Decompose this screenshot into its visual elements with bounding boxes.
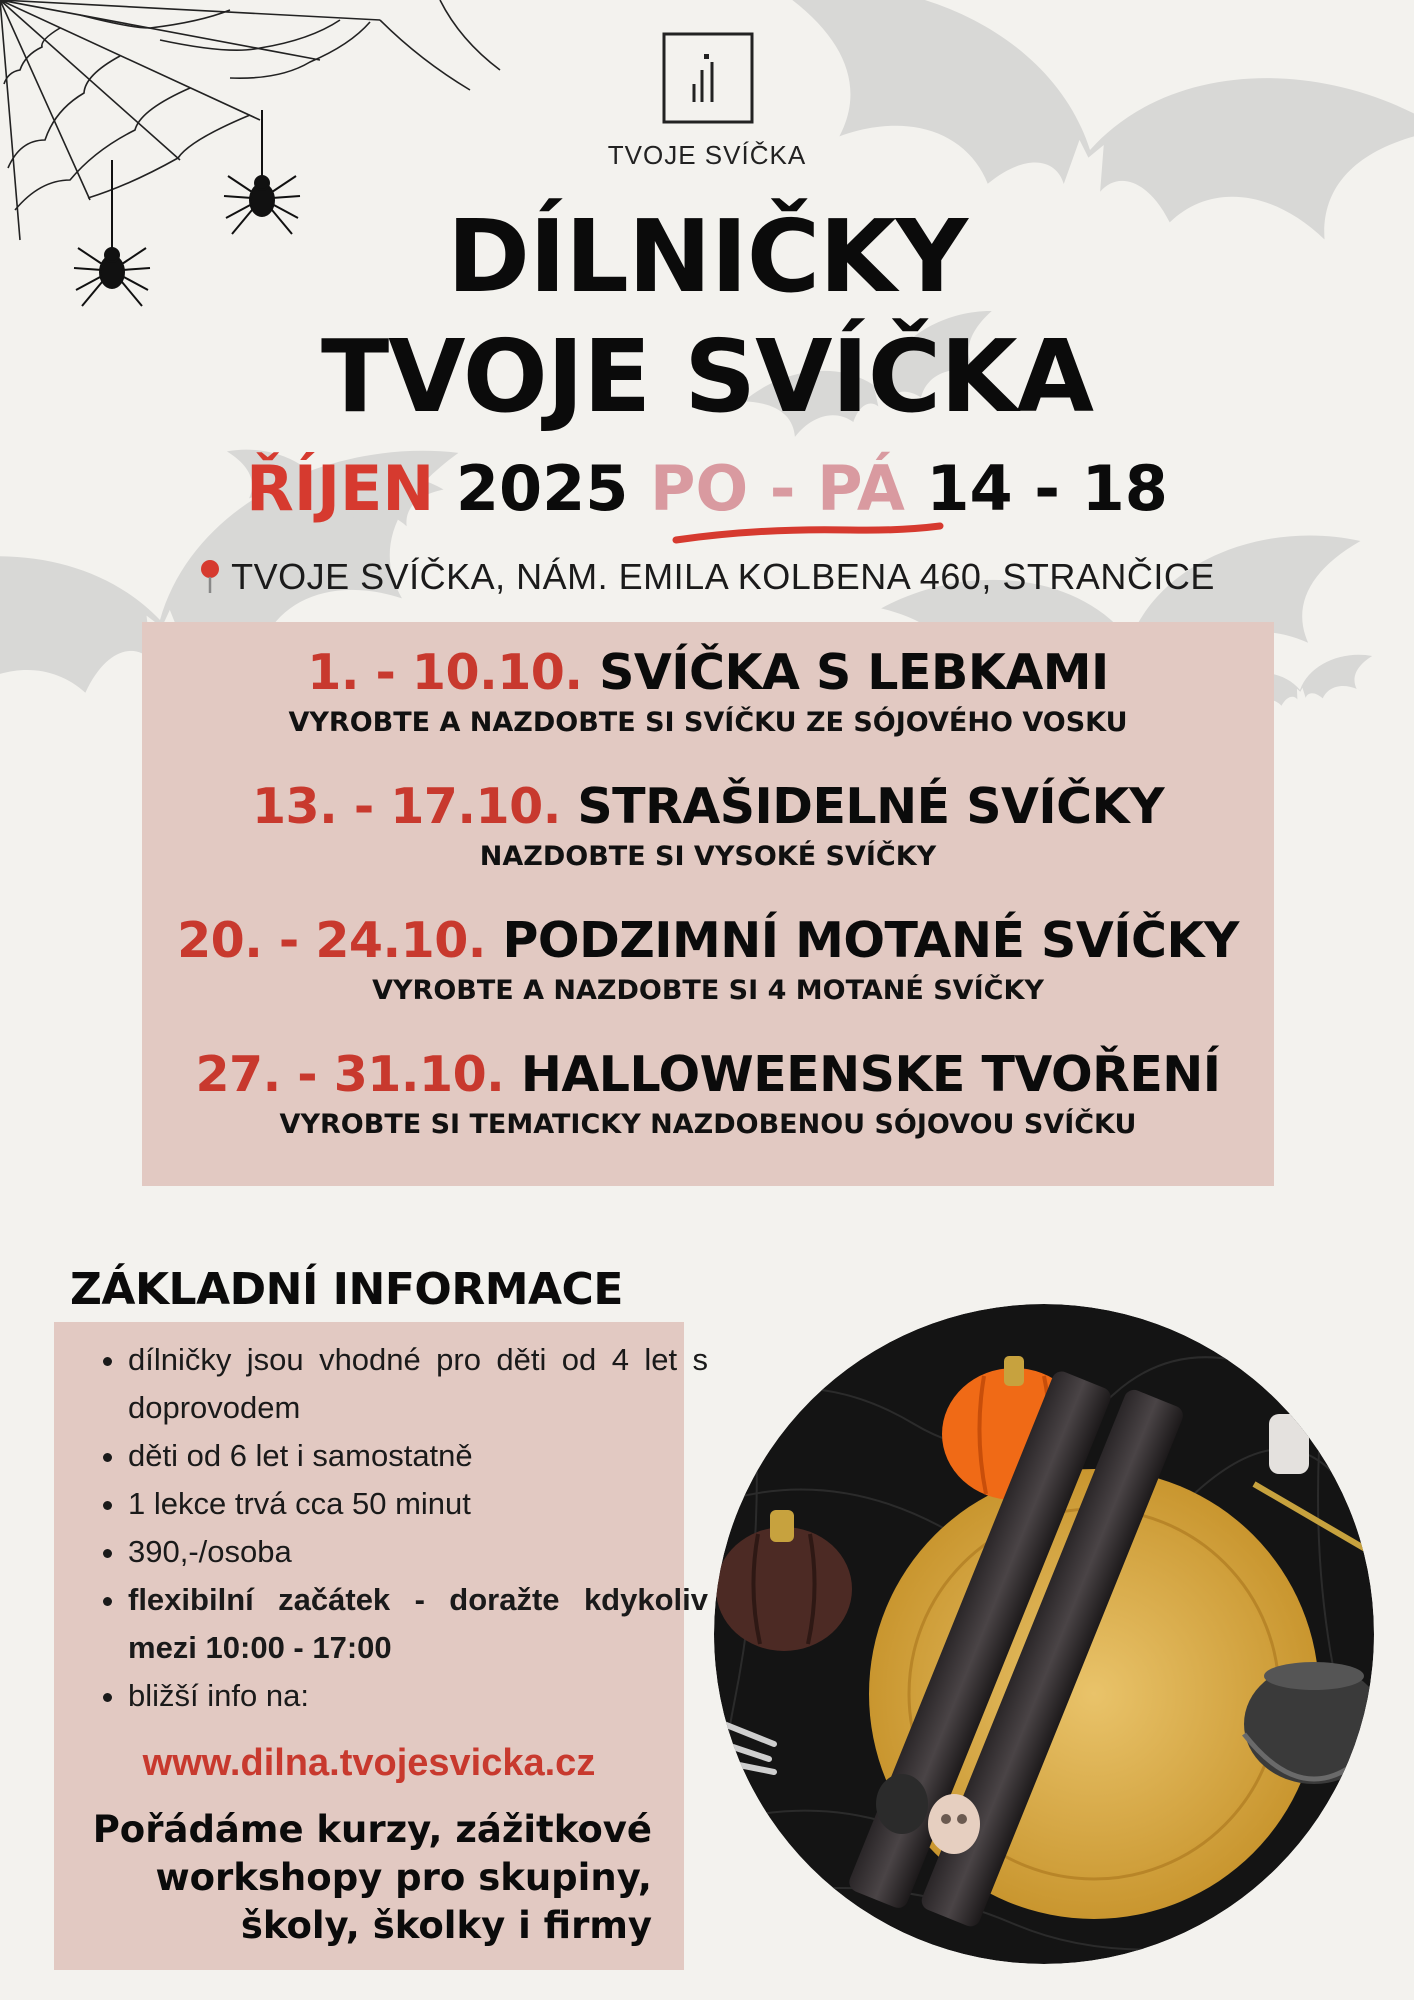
address-text: TVOJE SVÍČKA, NÁM. EMILA KOLBENA 460, STRANČICE	[231, 556, 1215, 597]
page-title-line1: DÍLNIČKY	[446, 198, 968, 315]
dates-line	[0, 452, 1414, 525]
schedule-item	[142, 778, 1274, 872]
schedule-name: STRAŠIDELNÉ SVÍČKY	[577, 778, 1165, 835]
schedule-desc: VYROBTE A NAZDOBTE SI 4 MOTANÉ SVÍČKY	[372, 975, 1044, 1006]
brush-underline	[676, 526, 940, 540]
schedule-date: 13. - 17.10.	[251, 778, 561, 835]
schedule-item	[142, 912, 1274, 1006]
month-label: ŘÍJEN	[246, 452, 435, 525]
schedule-name: HALLOWEENSKE TVOŘENÍ	[520, 1046, 1221, 1103]
info-list	[94, 1336, 708, 1720]
schedule-panel	[142, 622, 1274, 1186]
candles-photo	[714, 1304, 1374, 1964]
promo-text: Pořádáme kurzy, zážitkové workshopy pro skupiny, školy, školky i firmy	[92, 1808, 652, 1947]
info-item: • děti od 6 let i samostatně	[128, 1432, 708, 1480]
schedule-desc: VYROBTE SI TEMATICKY NAZDOBENOU SÓJOVOU SVÍČKU	[279, 1109, 1137, 1140]
schedule-item	[142, 1046, 1274, 1140]
schedule-date: 20. - 24.10.	[177, 912, 486, 969]
year-label: 2025	[455, 452, 629, 525]
schedule-date: 27. - 31.10.	[195, 1046, 505, 1103]
page-title-line2: TVOJE SVÍČKA	[320, 318, 1094, 435]
location-pin-icon	[199, 559, 221, 595]
candle-logo-icon	[662, 32, 754, 124]
info-heading: ZÁKLADNÍ INFORMACE	[70, 1264, 623, 1315]
schedule-date: 1. - 10.10.	[307, 644, 583, 701]
address	[0, 556, 1414, 598]
schedule-desc: VYROBTE A NAZDOBTE SI SVÍČKU ZE SÓJOVÉHO VOSKU	[288, 707, 1128, 738]
schedule-name: SVÍČKA S LEBKAMI	[599, 644, 1109, 701]
hours-label: 14 - 18	[926, 452, 1168, 525]
days-label: PO - PÁ	[650, 452, 905, 525]
info-item: • bližší info na:	[128, 1672, 708, 1720]
schedule-desc: NAZDOBTE SI VYSOKÉ SVÍČKY	[479, 841, 937, 872]
brand-name: TVOJE SVÍČKA	[607, 140, 807, 170]
info-item: • 1 lekce trvá cca 50 minut	[128, 1480, 708, 1528]
schedule-item	[142, 644, 1274, 738]
schedule-name: PODZIMNÍ MOTANÉ SVÍČKY	[502, 912, 1239, 969]
info-panel	[54, 1322, 708, 1970]
website-link[interactable]: www.dilna.tvojesvicka.cz	[142, 1742, 596, 1784]
info-item: • dílničky jsou vhodné pro děti od 4 let s doprovodem	[128, 1336, 708, 1432]
info-item: • 390,-/osoba	[128, 1528, 708, 1576]
info-item: • flexibilní začátek - doražte kdykoliv mezi 10:00 - 17:00	[128, 1576, 708, 1672]
